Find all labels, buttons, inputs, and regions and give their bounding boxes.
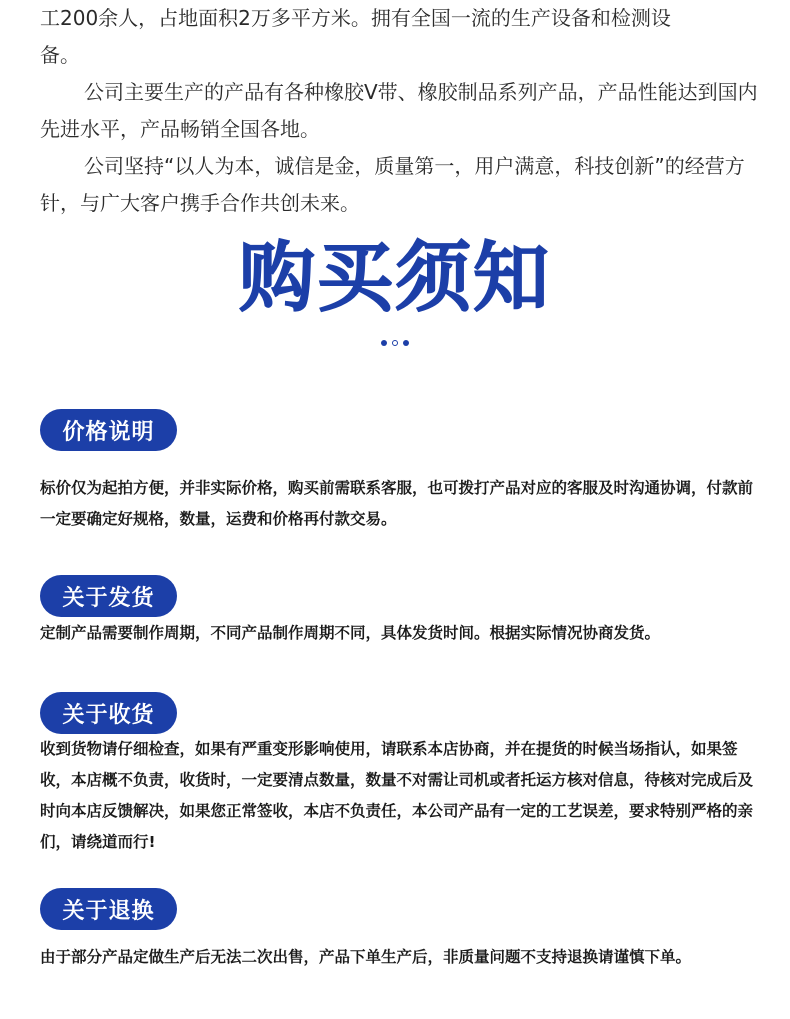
section-text-shipping: 定制产品需要制作周期，不同产品制作周期不同，具体发货时间。根据实际情况协商发货。 [40, 624, 661, 642]
section-badge-receiving: 关于收货 [40, 692, 177, 734]
dot-icon [403, 340, 409, 346]
intro-line-1: 工200余人，占地面积2万多平方米。拥有全国一流的生产设备和检测设 [40, 6, 671, 30]
section-badge-price: 价格说明 [40, 409, 177, 451]
intro-paragraph-policy: 公司坚持“以人为本，诚信是金，质量第一，用户满意，科技创新”的经营方针，与广大客户携手合作共创未来。 [40, 154, 745, 215]
dot-outline-icon [392, 340, 398, 346]
intro-paragraph-products: 公司主要生产的产品有各种橡胶V带、橡胶制品系列产品，产品性能达到国内先进水平，产品畅销全国各地。 [40, 80, 758, 141]
section-text-price: 标价仅为起拍方便，并非实际价格，购买前需联系客服，也可拨打产品对应的客服及时沟通协调，付款前一定要确定好规格，数量，运费和价格再付款交易。 [40, 479, 754, 528]
section-badge-returns: 关于退换 [40, 888, 177, 930]
section-text-receiving: 收到货物请仔细检查，如果有严重变形影响使用，请联系本店协商，并在提货的时候当场指认，如果签收，本店概不负责，收货时，一定要清点数量，数量不对需让司机或者托运方核对信息，待核对完成后及时向本店反馈解决，如果您正常签收，本店不负责任，本公司产品有一定的工艺误差，要求特别严格的亲们，请绕道而行! [40, 740, 754, 851]
page-title: 购买须知 [239, 233, 551, 322]
section-badge-shipping: 关于发货 [40, 575, 177, 617]
company-intro [40, 0, 760, 222]
section-text-returns: 由于部分产品定做生产后无法二次出售，产品下单生产后，非质量问题不支持退换请谨慎下单。 [40, 948, 692, 966]
decorative-dots [0, 340, 790, 346]
dot-icon [381, 340, 387, 346]
intro-line-2: 备。 [40, 43, 80, 67]
